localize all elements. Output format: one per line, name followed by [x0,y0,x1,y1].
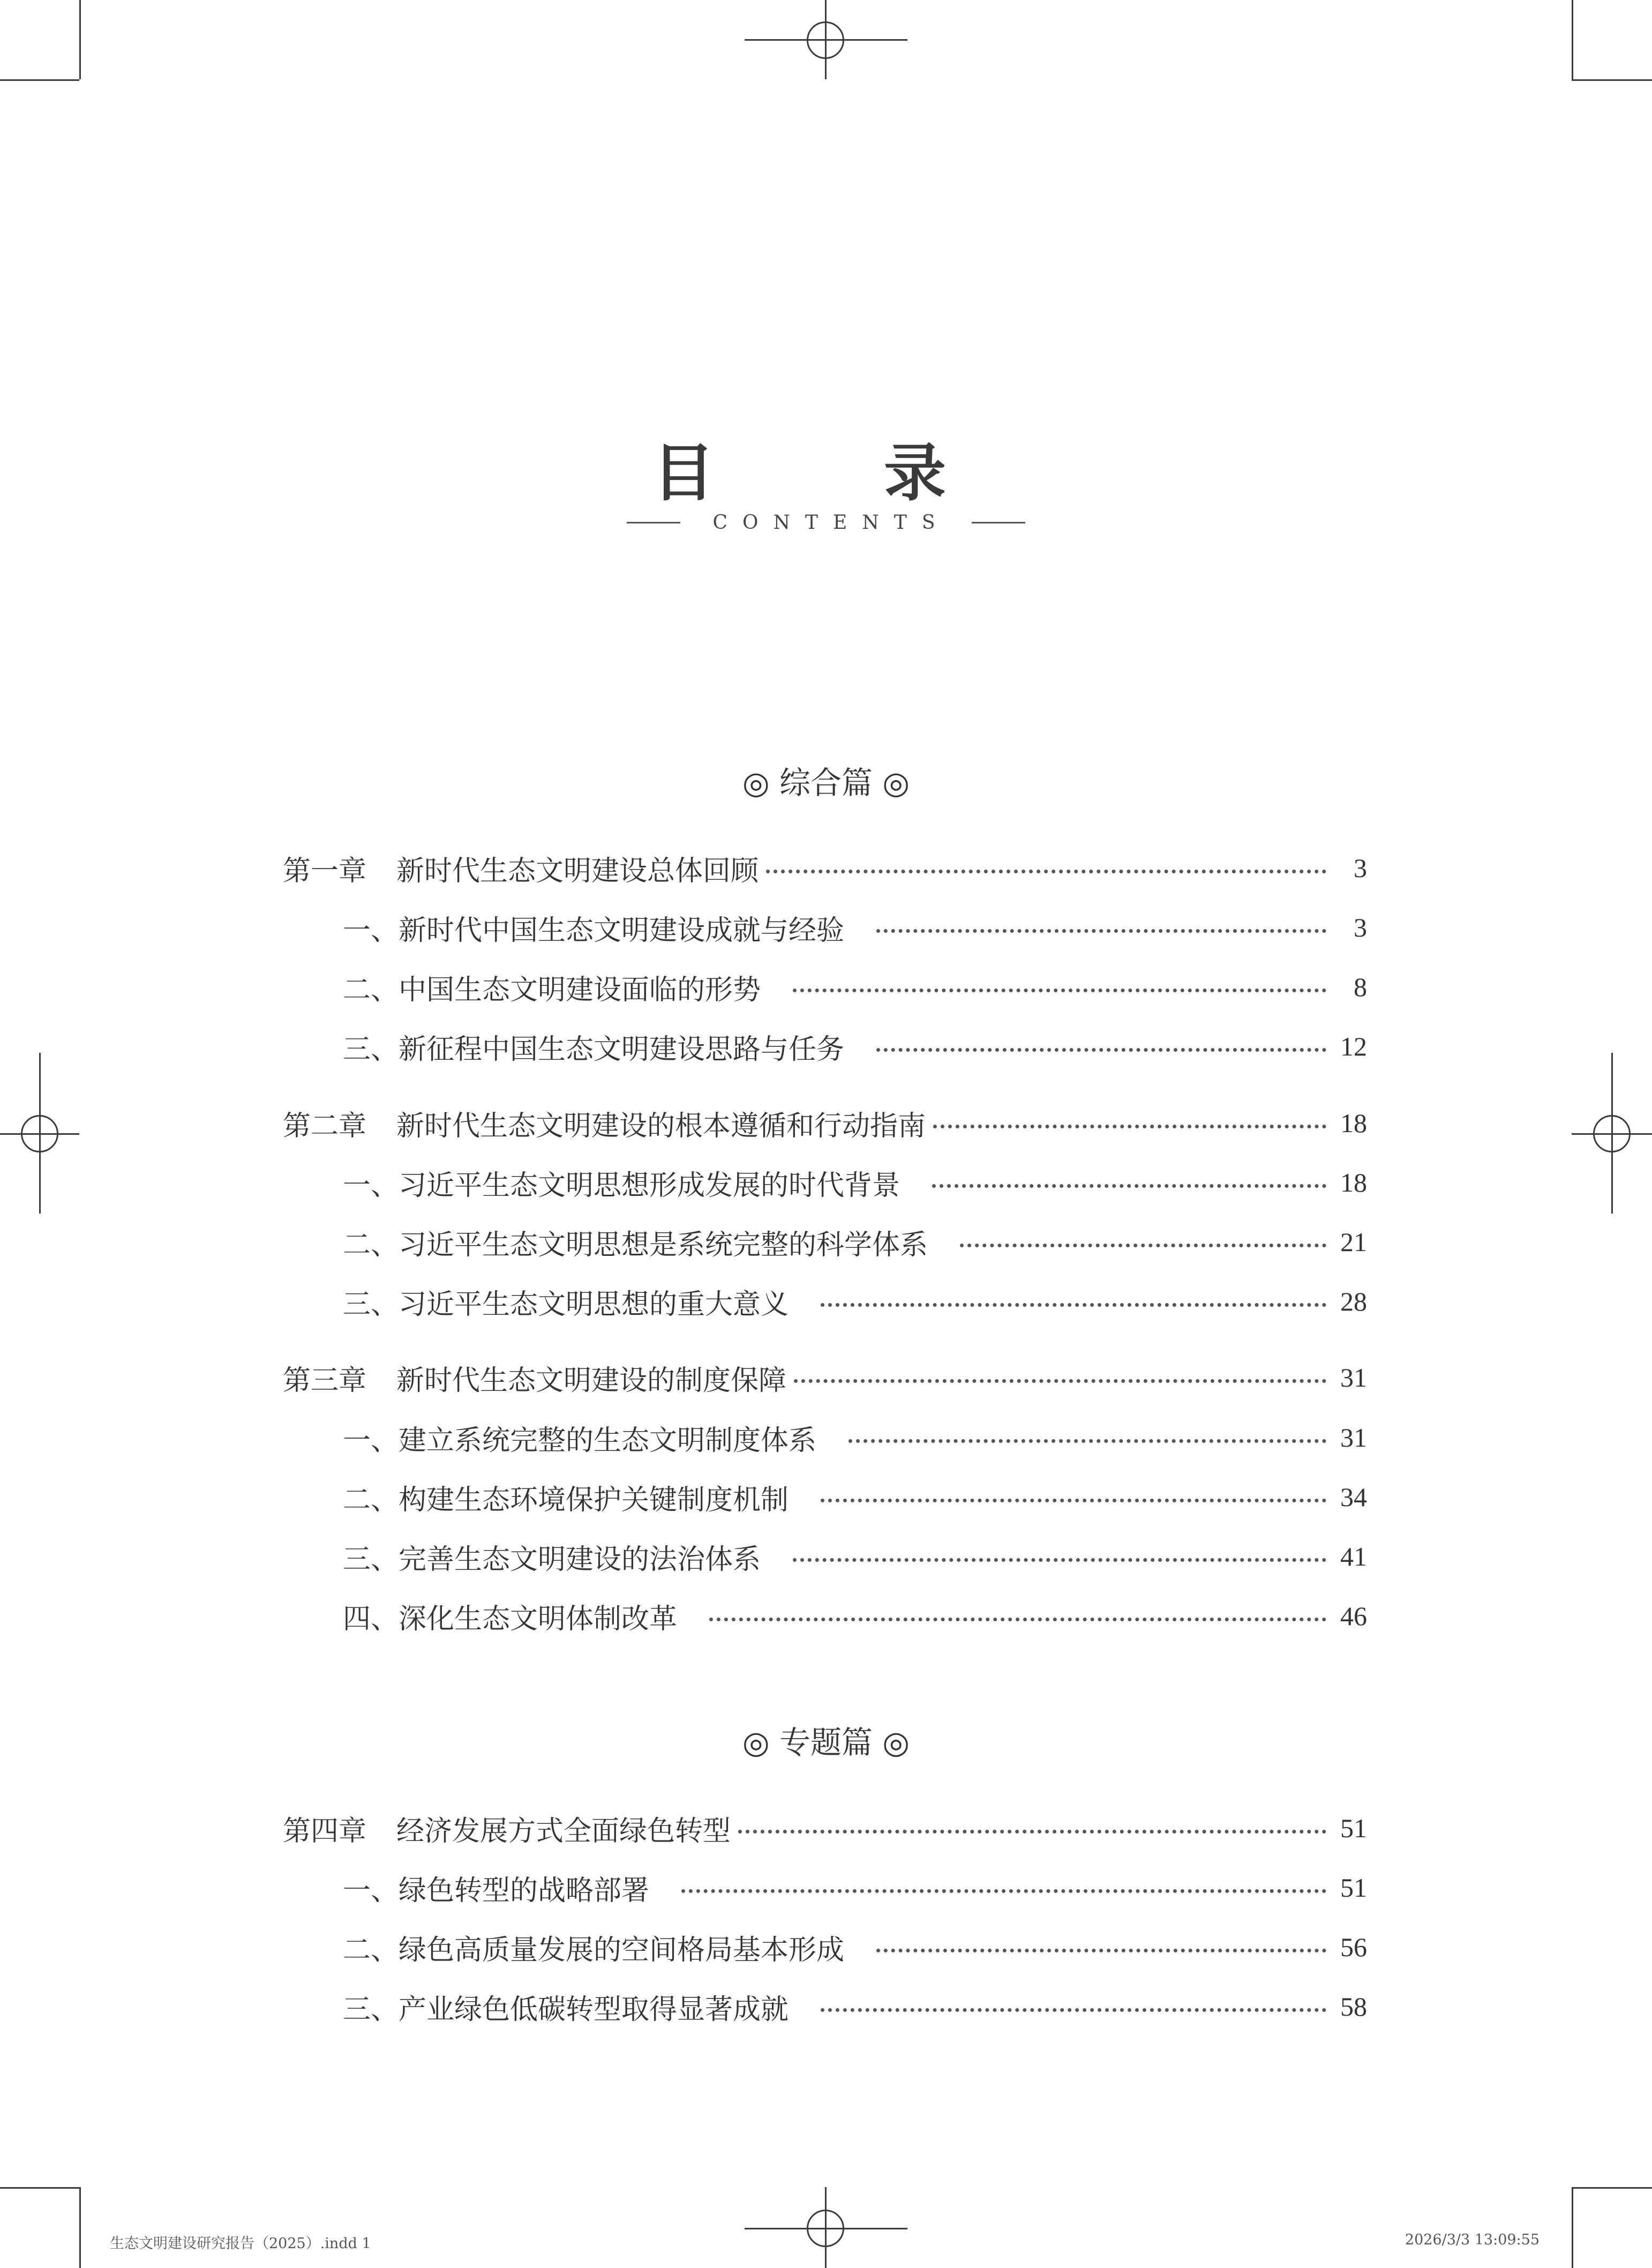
dot-leader [876,1949,1326,1952]
toc-label: 二、构建生态环境保护关键制度机制 [343,1484,789,1516]
toc-section-2-2[interactable] [343,1221,1367,1263]
toc-section-3-4[interactable] [343,1595,1367,1637]
dot-leader [933,1125,1326,1128]
toc-label: 经济发展方式全面绿色转型 [396,1815,731,1847]
chapter-number: 第二章 [283,1110,367,1142]
dot-leader [793,989,1326,992]
toc-label: 三、新征程中国生态文明建设思路与任务 [343,1033,845,1066]
page-number: 41 [1340,1541,1367,1571]
page-number: 31 [1340,1423,1367,1453]
toc-chapter-2[interactable] [283,1102,1367,1144]
page-number: 21 [1340,1227,1367,1257]
page-number: 51 [1340,1873,1367,1903]
toc-label: 新时代生态文明建设的根本遵循和行动指南 [396,1110,926,1142]
section-header-comprehensive: ◎ 综合篇 ◎ [742,765,910,801]
dot-leader [932,1184,1326,1188]
toc-section-2-1[interactable] [343,1161,1367,1204]
page-number: 18 [1340,1167,1367,1197]
toc-chapter-1[interactable] [283,847,1367,889]
dot-leader [709,1618,1326,1621]
toc-chapter-4[interactable] [283,1807,1367,1850]
toc-label: 一、绿色转型的战略部署 [343,1874,650,1907]
footer-timestamp: 2026/3/3 13:09:55 [1405,2232,1540,2248]
toc-section-4-2[interactable] [343,1926,1367,1968]
toc-section-4-3[interactable] [343,1985,1367,2028]
page-number: 31 [1340,1363,1367,1393]
dot-leader [876,1048,1326,1052]
toc-label: 四、深化生态文明体制改革 [343,1603,678,1635]
page-number: 3 [1354,853,1367,883]
contents-subtitle-row [0,509,1652,536]
divider-line-right [972,522,1025,523]
page-number: 56 [1340,1932,1367,1962]
chapter-number: 第三章 [283,1364,367,1397]
dot-leader [794,1379,1326,1383]
dot-leader [681,1889,1326,1893]
toc-label: 三、习近平生态文明思想的重大意义 [343,1288,789,1321]
page-number: 8 [1354,972,1367,1002]
toc-section-4-1[interactable] [343,1866,1367,1909]
dot-leader [848,1439,1326,1443]
dot-leader [821,1303,1326,1307]
page-number: 3 [1354,912,1367,942]
toc-section-3-3[interactable] [343,1535,1367,1578]
divider-line-left [627,522,680,523]
contents-subtitle: CONTENTS [712,511,950,534]
dot-leader [960,1244,1326,1247]
page-number: 58 [1340,1992,1367,2022]
dot-leader [766,870,1326,873]
chapter-number: 第四章 [283,1815,367,1847]
toc-label: 一、习近平生态文明思想形成发展的时代背景 [343,1169,900,1202]
page-number: 18 [1340,1108,1367,1138]
dot-leader [738,1830,1326,1833]
dot-leader [793,1558,1326,1562]
page-number: 51 [1340,1813,1367,1843]
toc-label: 新时代生态文明建设总体回顾 [396,855,759,887]
chapter-number: 第一章 [283,855,367,887]
footer-file-name: 生态文明建设研究报告（2025）.indd 1 [110,2235,371,2252]
page-number: 28 [1340,1286,1367,1316]
toc-section-1-3[interactable] [343,1025,1367,1068]
dot-leader [821,2008,1326,2012]
toc-label: 三、产业绿色低碳转型取得显著成就 [343,1993,789,2026]
toc-section-3-2[interactable] [343,1476,1367,1518]
toc-section-1-1[interactable] [343,906,1367,949]
toc-label: 新时代生态文明建设的制度保障 [396,1364,787,1397]
toc-label: 二、绿色高质量发展的空间格局基本形成 [343,1934,845,1966]
toc-section-2-3[interactable] [343,1280,1367,1323]
toc-label: 二、习近平生态文明思想是系统完整的科学体系 [343,1229,928,1261]
dot-leader [821,1499,1326,1502]
page-title: 目 录 [652,437,1000,510]
section-header-special-topics: ◎ 专题篇 ◎ [742,1724,910,1761]
page-number: 34 [1340,1482,1367,1512]
dot-leader [876,929,1326,933]
toc-chapter-3[interactable] [283,1356,1367,1399]
toc-label: 三、完善生态文明建设的法治体系 [343,1543,761,1576]
toc-section-1-2[interactable] [343,965,1367,1008]
toc-label: 二、中国生态文明建设面临的形势 [343,974,761,1006]
page-number: 12 [1340,1031,1367,1061]
toc-label: 一、新时代中国生态文明建设成就与经验 [343,914,845,947]
page-number: 46 [1340,1601,1367,1631]
toc-label: 一、建立系统完整的生态文明制度体系 [343,1424,817,1457]
toc-section-3-1[interactable] [343,1416,1367,1459]
